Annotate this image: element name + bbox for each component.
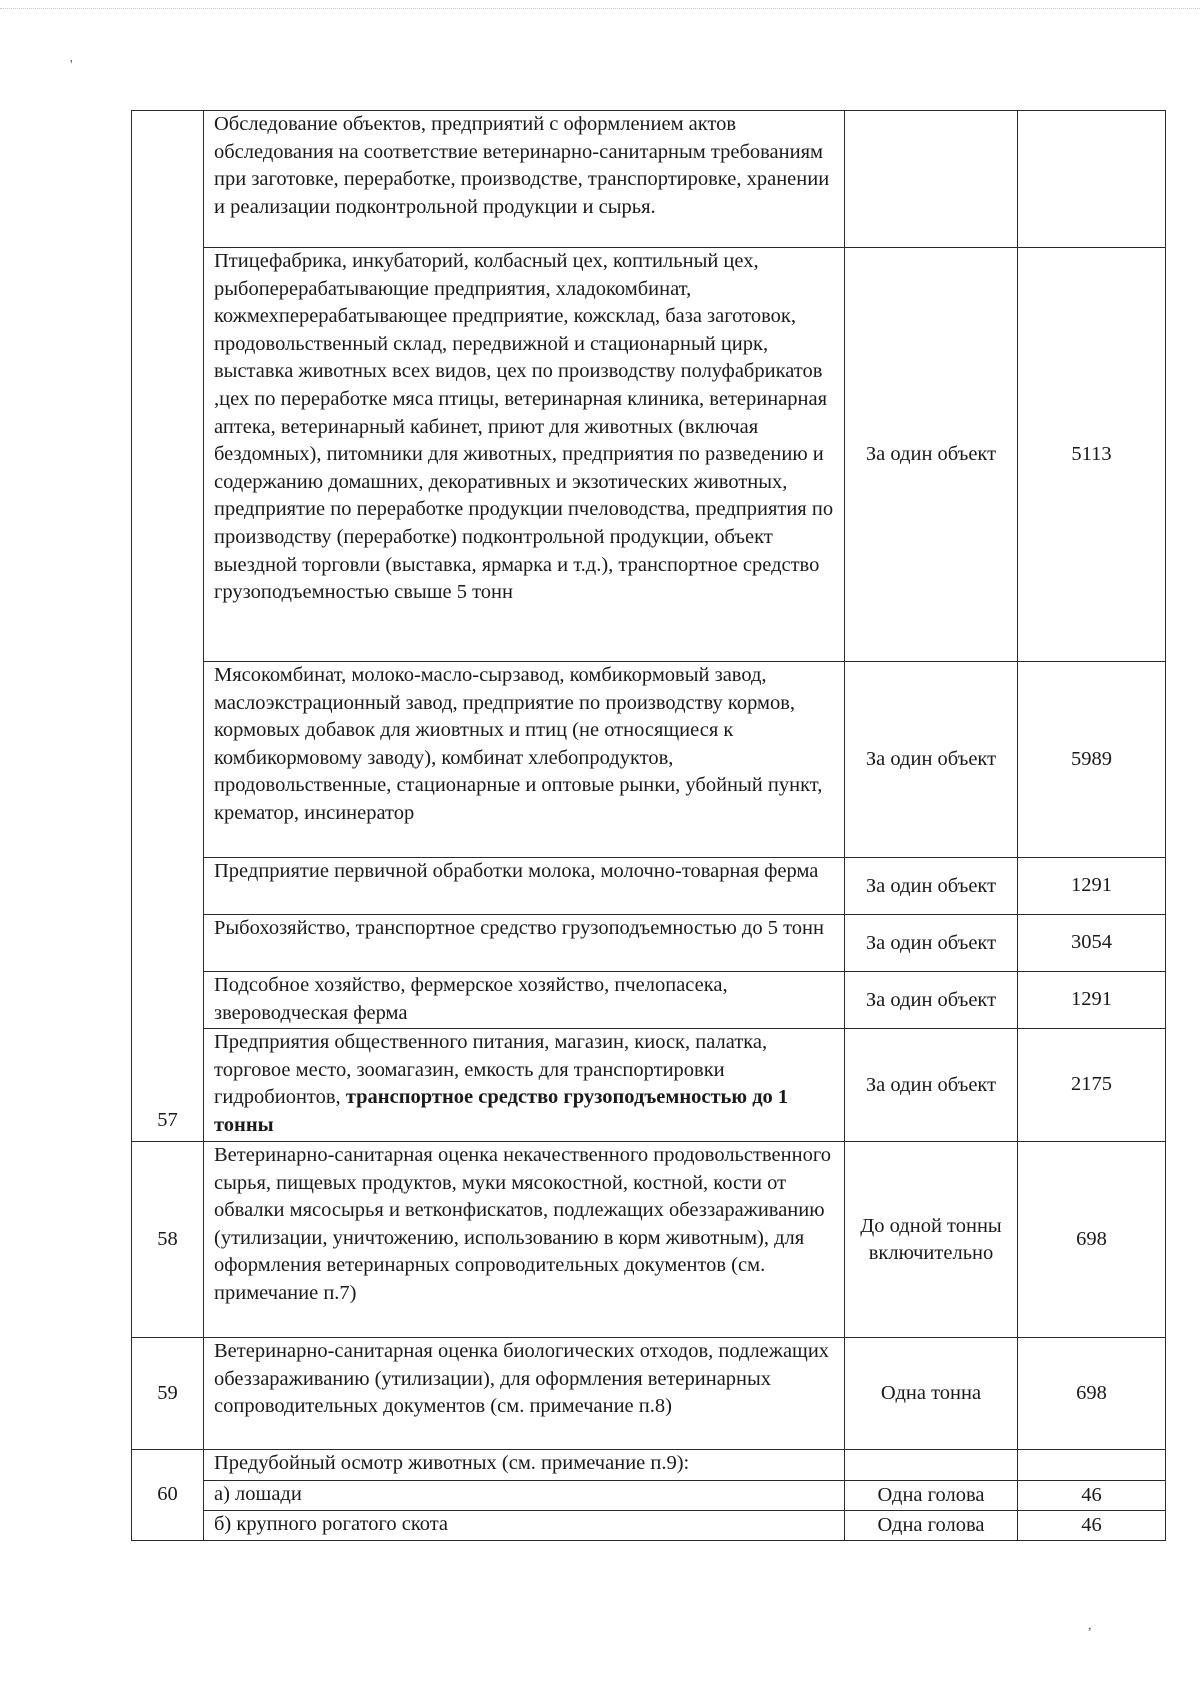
price-cell: 2175 xyxy=(1018,1029,1166,1142)
unit-cell: За один объект xyxy=(845,915,1018,972)
unit-cell xyxy=(845,1450,1018,1481)
table-row xyxy=(132,972,1166,1029)
price-cell xyxy=(1018,111,1166,248)
unit-cell: За один объект xyxy=(845,248,1018,662)
row-number-58: 58 xyxy=(132,1142,204,1338)
table-row xyxy=(132,1142,1166,1338)
table-row xyxy=(132,1029,1166,1142)
table-row xyxy=(132,915,1166,972)
service-description: б) крупного рогатого скота xyxy=(204,1511,845,1541)
service-description: Ветеринарно-санитарная оценка биологических отходов, подлежащих обеззараживанию (утилизации), для оформления ветеринарных сопроводительных документов (см. примечание п.8) xyxy=(204,1338,845,1450)
unit-cell: За один объект xyxy=(845,972,1018,1029)
table-row xyxy=(132,1511,1166,1541)
service-description: Птицефабрика, инкубаторий, колбасный цех, коптильный цех, рыбоперерабатывающие предприятия, хладокомбинат, кожмехперерабатывающее предприятие, кожсклад, база заготовок, продовольственный склад, передвижной и стационарный цирк, выставка животных всех видов, цех по производству полуфабрикатов ,цех по переработке мяса птицы, ветеринарная клиника, ветеринарная аптека, ветеринарный кабинет, приют для животных (включая бездомных), питомники для животных, предприятия по разведению и содержанию домашних, декоративных и экзотических животных, предприятие по переработке продукции пчеловодства, предприятия по производству (переработке) подконтрольной продукции, объект выездной торговли (выставка, ярмарка и т.д.), транспортное средство грузоподъемностью свыше 5 тонн xyxy=(204,248,845,662)
service-description: а) лошади xyxy=(204,1481,845,1511)
scan-top-edge xyxy=(0,8,1200,10)
service-description xyxy=(204,1029,845,1142)
unit-cell: За один объект xyxy=(845,1029,1018,1142)
table-row xyxy=(132,1450,1166,1481)
price-cell: 46 xyxy=(1018,1481,1166,1511)
description-text: Предприятия общественного питания, магазин, киоск, палатка, торговое место, зоомагазин, емкость для транспортировки гидробионтов, xyxy=(214,1031,768,1109)
unit-cell: Одна голова xyxy=(845,1481,1018,1511)
row-number-60: 60 xyxy=(132,1450,204,1541)
price-cell: 46 xyxy=(1018,1511,1166,1541)
row-number-59: 59 xyxy=(132,1338,204,1450)
unit-cell: Одна голова xyxy=(845,1511,1018,1541)
price-cell: 698 xyxy=(1018,1142,1166,1338)
price-cell: 698 xyxy=(1018,1338,1166,1450)
table-row xyxy=(132,111,1166,248)
price-cell: 3054 xyxy=(1018,915,1166,972)
table-row xyxy=(132,858,1166,915)
unit-cell: За один объект xyxy=(845,858,1018,915)
service-description: Подсобное хозяйство, фермерское хозяйство, пчелопасека, звероводческая ферма xyxy=(204,972,845,1029)
scan-speck: , xyxy=(1088,1618,1092,1633)
table-row xyxy=(132,662,1166,858)
scan-speck: ' xyxy=(70,58,73,73)
price-cell: 5989 xyxy=(1018,662,1166,858)
unit-cell: За один объект xyxy=(845,662,1018,858)
service-description: Предубойный осмотр животных (см. примечание п.9): xyxy=(204,1450,845,1481)
price-cell xyxy=(1018,1450,1166,1481)
veterinary-services-price-table xyxy=(131,110,1166,1541)
table-row xyxy=(132,248,1166,662)
price-cell: 1291 xyxy=(1018,972,1166,1029)
service-description: Ветеринарно-санитарная оценка некачественного продовольственного сырья, пищевых продуктов, муки мясокостной, костной, кости от обвалки мясосырья и ветконфискатов, подлежащих обеззараживанию (утилизации, уничтожению, использованию в корм животным), для оформления ветеринарных сопроводительных документов (см. примечание п.7) xyxy=(204,1142,845,1338)
service-description: Мясокомбинат, молоко-масло-сырзавод, комбикормовый завод, маслоэкстрационный завод, предприятие по производству кормов, кормовых добавок для жиовтных и птиц (не относящиеся к комбикормовому заводу), комбинат хлебопродуктов, продовольственные, стационарные и оптовые рынки, убойный пункт, крематор, инсинератор xyxy=(204,662,845,858)
unit-cell xyxy=(845,111,1018,248)
unit-cell: Одна тонна xyxy=(845,1338,1018,1450)
unit-cell: До одной тонны включительно xyxy=(845,1142,1018,1338)
row-number-57: 57 xyxy=(132,111,204,1142)
description-bold-text: транспортное средство грузоподъемностью до 1 тонны xyxy=(214,1086,789,1136)
price-cell: 5113 xyxy=(1018,248,1166,662)
price-cell: 1291 xyxy=(1018,858,1166,915)
service-description: Предприятие первичной обработки молока, молочно-товарная ферма xyxy=(204,858,845,915)
service-description: Рыбохозяйство, транспортное средство грузоподъемностью до 5 тонн xyxy=(204,915,845,972)
table-row xyxy=(132,1481,1166,1511)
service-description: Обследование объектов, предприятий с оформлением актов обследования на соответствие ветеринарно-санитарным требованиям при заготовке, переработке, производстве, транспортировке, хранении и реализации подконтрольной продукции и сырья. xyxy=(204,111,845,248)
table-row xyxy=(132,1338,1166,1450)
